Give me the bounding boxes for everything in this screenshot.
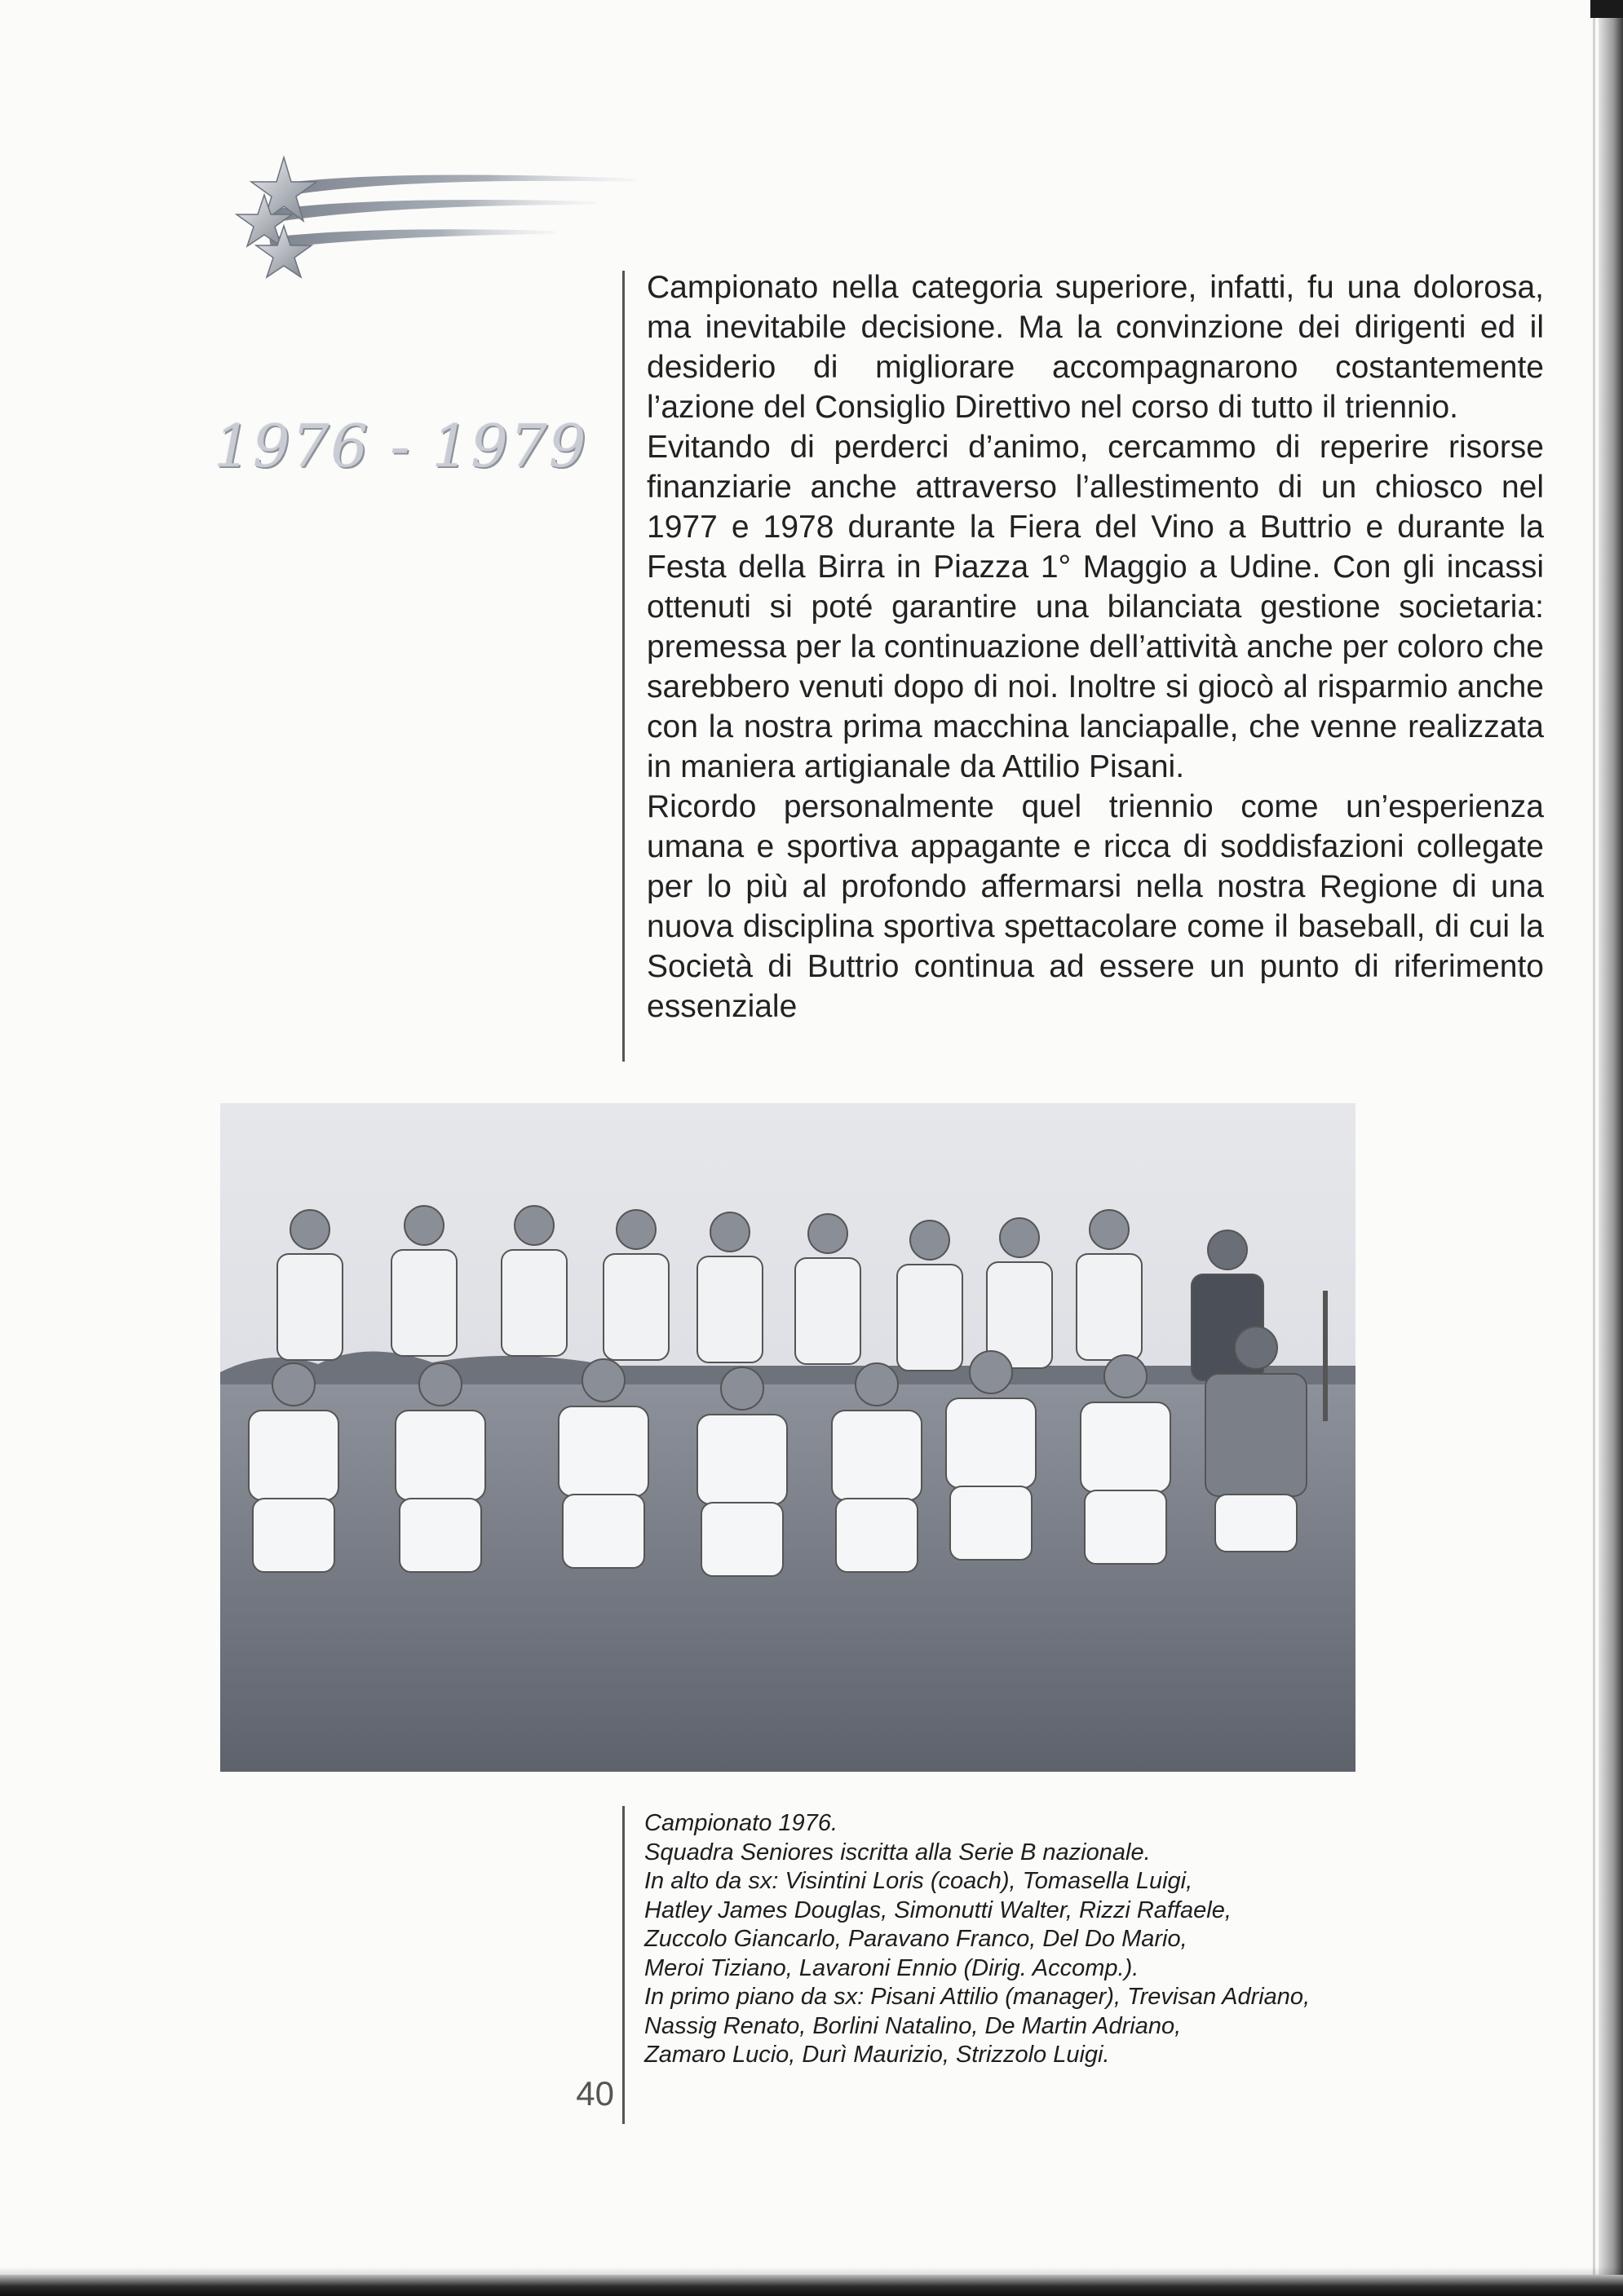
scan-edge-right-line <box>1593 0 1595 2296</box>
scan-edge-right <box>1599 0 1623 2296</box>
caption-line: Squadra Seniores iscritta alla Serie B nazionale. <box>644 1839 1151 1866</box>
text-margin-rule <box>622 271 625 1062</box>
page-number: 40 <box>576 2074 614 2113</box>
main-text-body <box>647 267 1544 1027</box>
years-heading: 1976 - 1979 <box>214 412 588 480</box>
paragraph-1: Campionato nella categoria superiore, infatti, fu una dolorosa, ma inevitabile decisione. Ma la convinzione dei dirigenti ed il desiderio di migliorare accompagnarono costantemente l’azione del Consiglio Direttivo nel corso di tutto il triennio. <box>647 270 1544 425</box>
paragraph-2: Evitando di perderci d’animo, cercammo di reperire risorse finanziarie anche attraverso l’allestimento di un chiosco nel 1977 e 1978 durante la Fiera del Vino a Buttrio e durante la Festa della Birra in Piazza 1° Maggio a Udine. Con gli incassi ottenuti si poté garantire una bilanciata gestione societaria: premessa per la continuazione dell’attività anche per coloro che sarebbero venuti dopo di noi. Inoltre si giocò al risparmio anche con la nostra prima macchina lanciapalle, che venne realizzata in maniera artigianale da Attilio Pisani. <box>647 430 1544 784</box>
paragraph-3: Ricordo personalmente quel triennio come un’esperienza umana e sportiva appagante e ricca di soddisfazioni collegate per lo più al profondo affermarsi nella nostra Regione di una nuova disciplina sportiva spettacolare come il baseball, di cui la Società di Buttrio continua ad essere un punto di riferimento essenziale <box>647 789 1544 1024</box>
scan-edge-bottom-shadow <box>0 2267 1623 2275</box>
shooting-stars-icon <box>212 151 652 281</box>
scan-corner-dark <box>1590 0 1623 18</box>
caption-line: Nassig Renato, Borlini Natalino, De Martin Adriano, <box>644 2012 1182 2039</box>
caption-line: Zuccolo Giancarlo, Paravano Franco, Del Do Mario, <box>644 1926 1187 1952</box>
photo-caption <box>644 1809 1541 2070</box>
scan-edge-bottom <box>0 2275 1623 2296</box>
caption-margin-rule <box>622 1806 625 2124</box>
caption-line: Hatley James Douglas, Simonutti Walter, Rizzi Raffaele, <box>644 1896 1232 1923</box>
caption-line: Campionato 1976. <box>644 1810 838 1836</box>
caption-line: Zamaro Lucio, Durì Maurizio, Strizzolo Luigi. <box>644 2042 1110 2068</box>
team-photo <box>220 1103 1355 1772</box>
caption-line: In primo piano da sx: Pisani Attilio (manager), Trevisan Adriano, <box>644 1984 1311 2010</box>
caption-line: In alto da sx: Visintini Loris (coach), Tomasella Luigi, <box>644 1868 1193 1894</box>
caption-line: Meroi Tiziano, Lavaroni Ennio (Dirig. Accomp.). <box>644 1954 1139 1981</box>
